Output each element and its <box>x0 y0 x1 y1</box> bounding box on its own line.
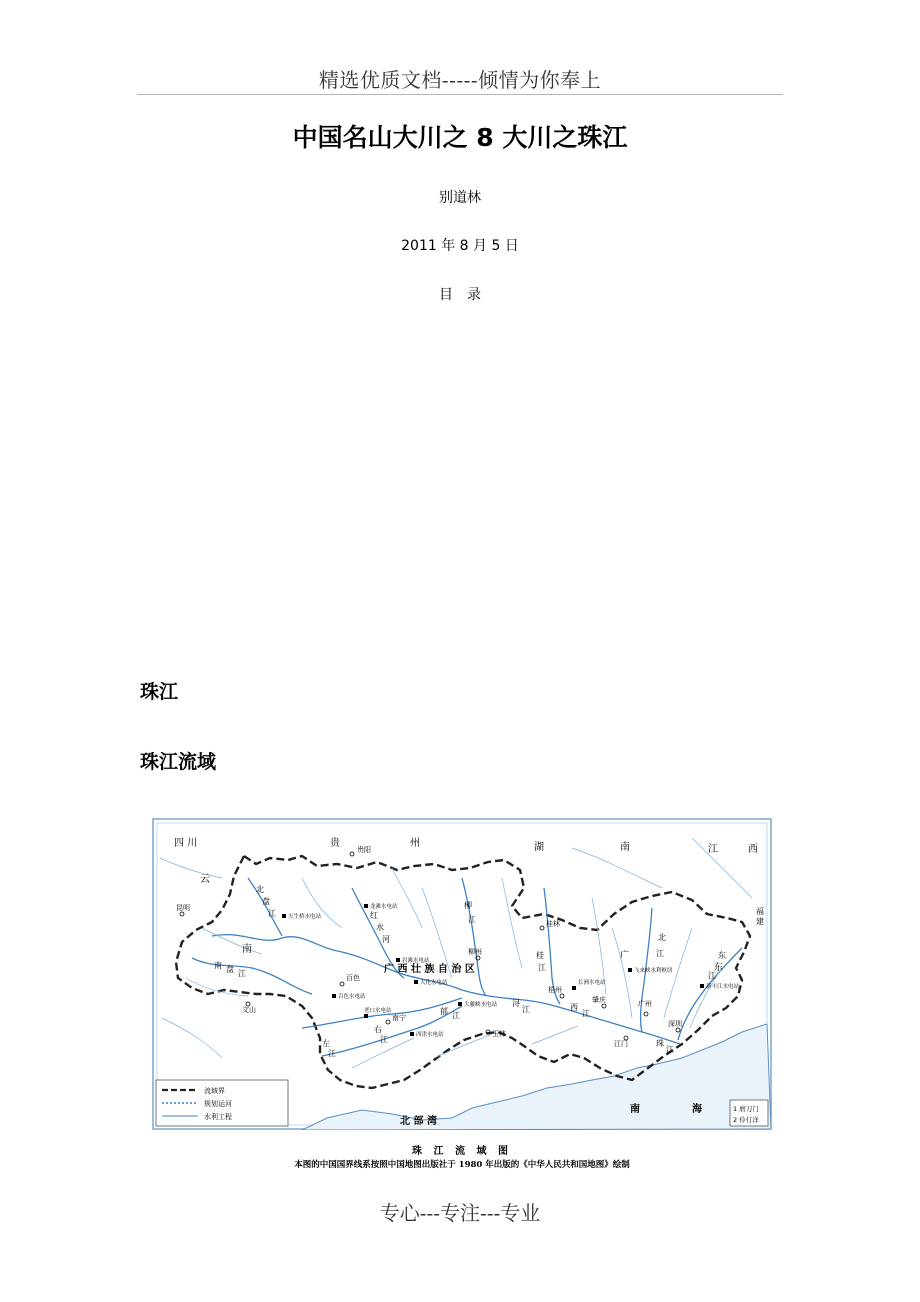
region-label-guangdong-a: 广 <box>620 951 630 961</box>
river-label-nanpan-a: 南 <box>214 961 222 970</box>
station-label-tianshengqiao: 天生桥水电站 <box>288 914 322 920</box>
river-label-zuojiang-b: 江 <box>328 1049 336 1058</box>
station-label-xinfengjiang: 新丰江水电站 <box>706 984 740 990</box>
city-label-wuzhou: 梧州 <box>548 986 562 994</box>
station-label-baise-dam: 百色水电站 <box>338 994 366 1000</box>
city-label-kunming: 昆明 <box>176 904 190 912</box>
region-label-guizhou-b: 州 <box>410 838 420 849</box>
city-label-guiyang: 贵阳 <box>357 846 371 854</box>
region-label-fujian-a: 福 <box>756 907 764 916</box>
document-title: 中国名山大川之 8 大川之珠江 <box>292 123 628 152</box>
inset-item-1: 1 磨刀门 <box>733 1105 759 1113</box>
map-legend <box>156 1080 288 1126</box>
map-svg <box>152 818 772 1130</box>
river-label-dongjiang-a: 东 <box>718 951 726 960</box>
river-label-guijiang-b: 江 <box>538 963 546 972</box>
region-label-sichuan: 四 川 <box>174 838 198 849</box>
river-label-beijiang-b: 江 <box>656 949 664 958</box>
river-label-yujiang-b: 江 <box>452 1011 460 1020</box>
region-label-fujian-b: 建 <box>756 917 764 926</box>
region-label-jiangxi-b: 西 <box>748 844 758 855</box>
river-label-guijiang-a: 桂 <box>536 951 544 960</box>
river-label-liujiang-a: 柳 <box>464 901 472 910</box>
river-label-beijiang-a: 北 <box>658 933 666 942</box>
toc-label: 目录 <box>439 287 495 303</box>
city-label-wenshan: 文山 <box>242 1006 256 1014</box>
document-author: 别道林 <box>439 190 481 206</box>
region-label-south-sea-a: 南 <box>630 1104 640 1115</box>
station-marker-datengxia <box>458 1002 462 1006</box>
river-label-hongshui-a: 红 <box>370 911 378 920</box>
page-footer: 专心---专注---专业 <box>379 1201 541 1225</box>
river-label-liujiang-b: 江 <box>468 915 476 924</box>
station-marker-baise-dam <box>332 994 336 998</box>
river-label-yujiang-a: 郁 <box>440 1007 448 1016</box>
city-label-nanning: 南宁 <box>392 1014 406 1022</box>
city-label-baise: 百色 <box>346 974 360 982</box>
city-label-guangzhou: 广州 <box>638 1000 652 1008</box>
station-label-xijin: 西津水电站 <box>416 1032 444 1038</box>
page-header: 精选优质文档-----倾情为你奉上 <box>318 68 602 92</box>
river-label-zuojiang-a: 左 <box>322 1039 330 1048</box>
region-label-hunan-b: 南 <box>620 842 630 853</box>
section-heading-basin: 珠江流域 <box>140 751 217 773</box>
river-label-xunjiang-a: 浔 <box>512 999 520 1008</box>
river-label-hongshui-c: 河 <box>382 935 390 944</box>
station-marker-longtan <box>364 904 368 908</box>
region-label-hunan-a: 湖 <box>534 842 544 853</box>
region-label-beibu-gulf: 北 部 湾 <box>400 1116 437 1127</box>
city-label-liuzhou: 柳州 <box>468 948 482 956</box>
station-label-laokou: 老口水电站 <box>364 1008 392 1014</box>
legend-boundary-label: 流域界 <box>204 1087 225 1095</box>
station-marker-xinfengjiang <box>700 984 704 988</box>
station-marker-xijin <box>410 1032 414 1036</box>
station-marker-yantan <box>396 958 400 962</box>
city-label-zhaoqing: 肇庆 <box>592 996 606 1004</box>
station-label-changzhou: 长洲水电站 <box>578 980 606 986</box>
station-label-datengxia: 大藤峡水电站 <box>464 1002 498 1008</box>
map-caption-title: 珠 江 流 域 图 <box>412 1146 512 1157</box>
map-inset <box>730 1100 768 1126</box>
river-label-nanpan-b: 盘 <box>226 965 234 974</box>
station-marker-tianshengqiao <box>282 914 286 918</box>
river-label-beipan-c: 江 <box>268 909 276 918</box>
region-label-guangxi: 广 西 壮 族 自 治 区 <box>384 964 475 975</box>
river-label-zhujiang-a: 珠 <box>656 1039 664 1048</box>
river-label-nanpan-c: 江 <box>238 969 246 978</box>
city-label-jiangmen: 江门 <box>614 1040 628 1048</box>
river-label-dongjiang-b: 江 <box>708 971 716 980</box>
header-rule <box>137 94 783 95</box>
section-heading-zhujiang: 珠江 <box>140 681 179 703</box>
river-label-beipan-b: 盘 <box>262 897 270 906</box>
station-marker-laokou <box>364 1014 368 1018</box>
station-label-dahua: 大化水电站 <box>420 980 448 986</box>
region-label-guizhou-a: 贵 <box>330 838 340 849</box>
station-label-feilaixia: 飞来峡水利枢纽 <box>634 968 673 974</box>
river-label-xijiang-b: 江 <box>582 1009 590 1018</box>
river-label-zhujiang-b: 江 <box>666 1045 674 1054</box>
city-label-guilin: 桂林 <box>546 920 560 928</box>
legend-project-label: 水利工程 <box>204 1113 232 1121</box>
river-label-youjiang-b: 江 <box>380 1035 388 1044</box>
region-label-yunnan-a: 云 <box>200 874 210 885</box>
station-marker-dahua <box>414 980 418 984</box>
region-label-yunnan-b: 南 <box>242 944 252 955</box>
region-label-guangdong-b: 东 <box>714 963 724 973</box>
river-label-xunjiang-b: 江 <box>522 1005 530 1014</box>
region-label-jiangxi-a: 江 <box>708 844 718 855</box>
pearl-river-basin-map <box>152 818 772 1130</box>
document-date: 2011 年 8 月 5 日 <box>401 238 519 254</box>
city-label-yulin: 玉林 <box>492 1030 506 1038</box>
legend-canal-label: 规划运河 <box>204 1100 232 1108</box>
river-label-hongshui-b: 水 <box>376 923 384 932</box>
region-label-south-sea-b: 海 <box>692 1104 702 1115</box>
river-label-beipan-a: 北 <box>256 885 264 894</box>
river-label-youjiang-a: 右 <box>374 1025 382 1034</box>
station-label-yantan: 岩滩水电站 <box>402 958 430 964</box>
station-marker-changzhou <box>572 986 576 990</box>
station-marker-feilaixia <box>628 968 632 972</box>
station-label-longtan: 龙滩水电站 <box>370 904 398 910</box>
river-label-xijiang-a: 西 <box>570 1003 578 1012</box>
inset-item-2: 2 伶仃洋 <box>733 1116 759 1124</box>
map-caption-note: 本图的中国国界线系按照中国地图出版社于 1980 年出版的《中华人民共和国地图》绘制 <box>294 1160 630 1170</box>
city-label-shenzhen: 深圳 <box>668 1020 682 1028</box>
